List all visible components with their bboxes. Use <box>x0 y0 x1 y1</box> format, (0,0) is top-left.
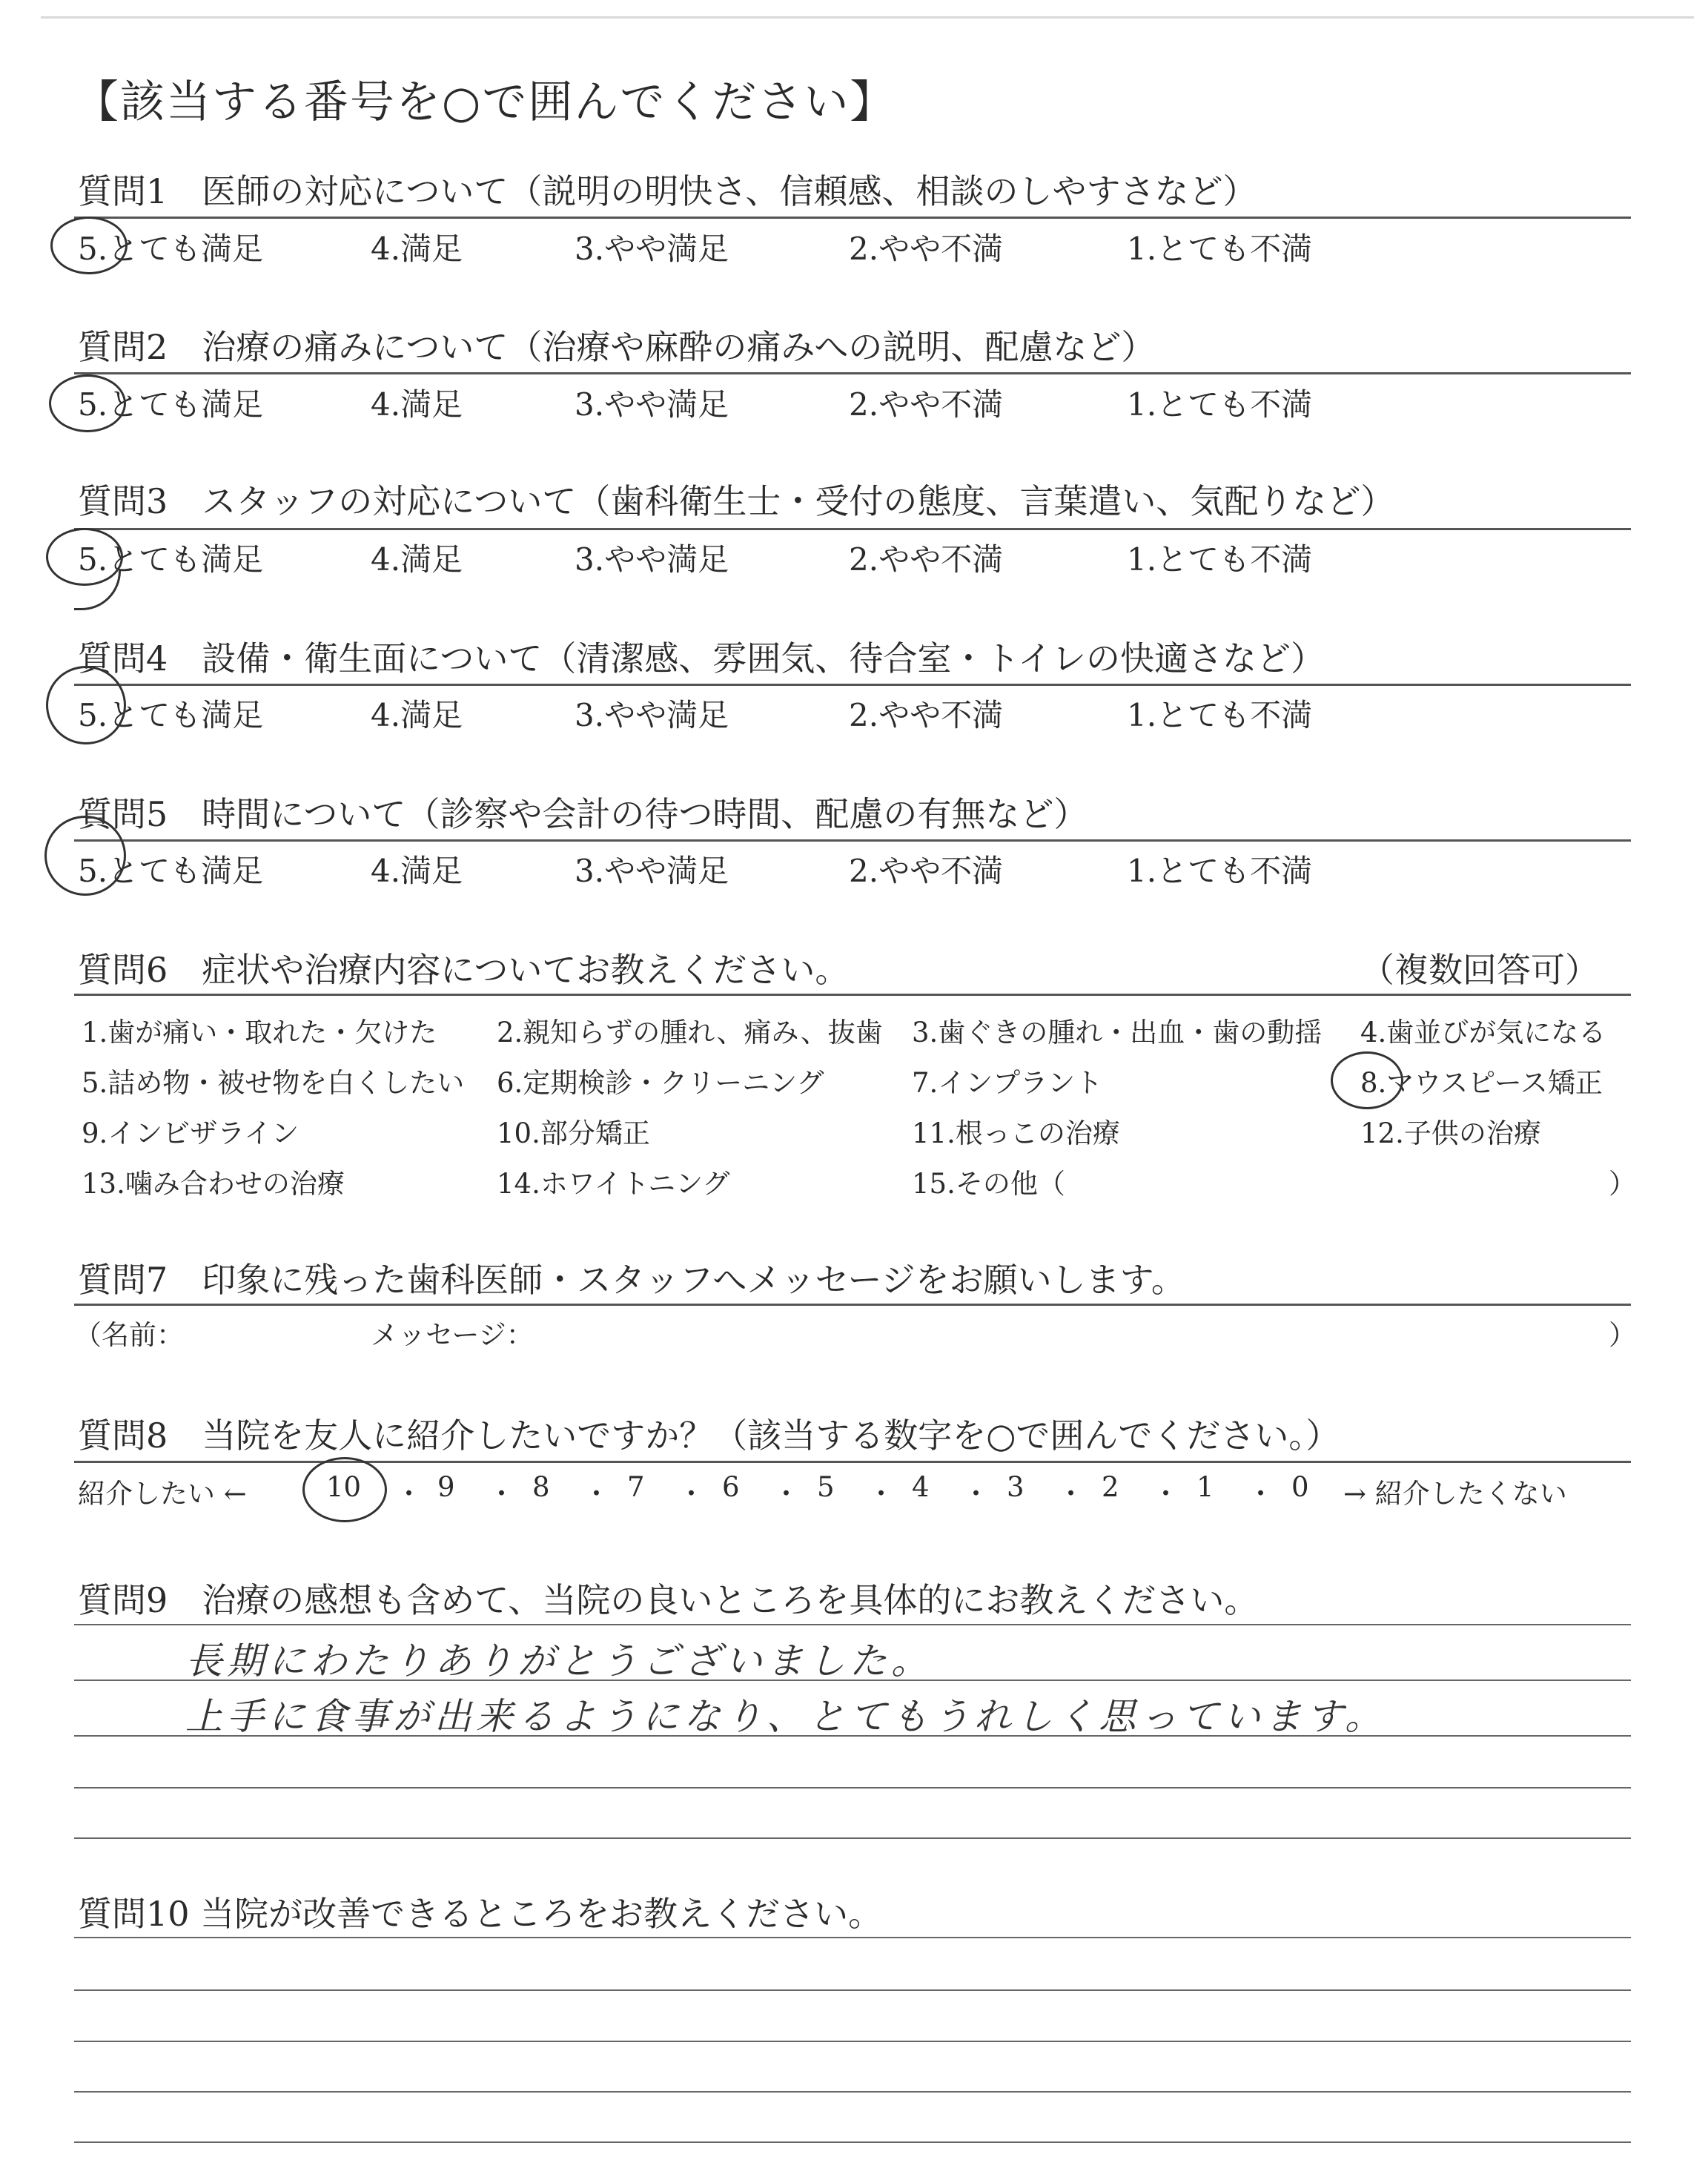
form-heading: 【該当する番号を○で囲んでください】 <box>74 76 896 128</box>
q9-line-1 <box>74 1624 1631 1625</box>
q8-score-6[interactable]: 6 <box>722 1471 740 1503</box>
q6-item-5[interactable]: 5.詰め物・被せ物を白くしたい <box>82 1067 465 1099</box>
q8-score-5[interactable]: 5 <box>817 1471 835 1503</box>
q6-item-14[interactable]: 14.ホワイトニング <box>497 1168 730 1200</box>
q6-note: （複数回答可） <box>1360 950 1599 990</box>
q3-option-4[interactable]: 4.満足 <box>371 541 463 578</box>
q2-option-4[interactable]: 4.満足 <box>371 386 463 423</box>
q4-option-4[interactable]: 4.満足 <box>371 697 463 733</box>
q4-selection-circle <box>46 666 126 744</box>
q8-left-label: 紹介したい ← <box>78 1478 247 1510</box>
q9-handwritten-line-2: 上手に食事が出来るようになり、とてもうれしく思っています。 <box>185 1695 1386 1738</box>
q6-item-1[interactable]: 1.歯が痛い・取れた・欠けた <box>82 1017 437 1048</box>
q6-selection-circle <box>1331 1051 1403 1109</box>
q6-item-9[interactable]: 9.インビザライン <box>82 1117 299 1149</box>
q3-option-1[interactable]: 1.とても不満 <box>1127 541 1313 578</box>
q8-dot: ・ <box>395 1478 423 1510</box>
scan-edge <box>41 16 1694 19</box>
q3-option-2[interactable]: 2.やや不満 <box>849 541 1004 578</box>
q8-dot: ・ <box>1152 1478 1179 1510</box>
q6-item-6[interactable]: 6.定期検診・クリーニング <box>497 1067 824 1099</box>
q8-score-9[interactable]: 9 <box>437 1471 455 1503</box>
q5-option-3[interactable]: 3.やや満足 <box>575 853 729 889</box>
q5-option-1[interactable]: 1.とても不満 <box>1127 853 1313 889</box>
q3-option-3[interactable]: 3.やや満足 <box>575 541 729 578</box>
q7-message-label: メッセージ： <box>371 1319 534 1351</box>
q3-circle-stroke <box>74 571 121 610</box>
q5-selection-circle <box>44 816 126 896</box>
q4-title: 質問4 設備・衛生面について（清潔感、雰囲気、待合室・トイレの快適さなど） <box>78 638 1325 678</box>
q2-selection-circle <box>49 374 126 432</box>
q2-option-3[interactable]: 3.やや満足 <box>575 386 729 423</box>
q1-option-4[interactable]: 4.満足 <box>371 231 463 267</box>
q10-line-5 <box>74 2141 1631 2143</box>
q9-line-5 <box>74 1837 1631 1839</box>
q8-dot: ・ <box>867 1478 895 1510</box>
q8-dot: ・ <box>772 1478 800 1510</box>
q8-score-7[interactable]: 7 <box>627 1471 645 1503</box>
q2-rule <box>74 372 1631 374</box>
q4-rule <box>74 684 1631 686</box>
q2-option-1[interactable]: 1.とても不満 <box>1127 386 1313 423</box>
q8-title: 質問8 当院を友人に紹介したいですか？（該当する数字を○で囲んでください。） <box>78 1416 1340 1456</box>
q8-score-2[interactable]: 2 <box>1102 1471 1119 1503</box>
q6-item-11[interactable]: 11.根っこの治療 <box>912 1117 1120 1149</box>
q10-line-1 <box>74 1937 1631 1938</box>
q10-line-4 <box>74 2091 1631 2093</box>
q10-line-3 <box>74 2041 1631 2042</box>
q7-name-label: （名前： <box>74 1319 184 1351</box>
q5-option-2[interactable]: 2.やや不満 <box>849 853 1004 889</box>
q8-score-3[interactable]: 3 <box>1007 1471 1025 1503</box>
q4-option-1[interactable]: 1.とても不満 <box>1127 697 1313 733</box>
q2-option-2[interactable]: 2.やや不満 <box>849 386 1004 423</box>
q8-right-label: → 紹介したくない <box>1343 1478 1567 1510</box>
q8-score-10[interactable]: 10 <box>326 1471 362 1503</box>
q8-dot: ・ <box>583 1478 610 1510</box>
q7-rule <box>74 1304 1631 1306</box>
q5-rule <box>74 839 1631 842</box>
q1-selection-circle <box>50 217 128 274</box>
q8-rule <box>74 1461 1631 1463</box>
q8-score-1[interactable]: 1 <box>1196 1471 1214 1503</box>
q9-handwritten-line-1: 長期にわたりありがとうございました。 <box>185 1639 933 1682</box>
q1-rule <box>74 217 1631 219</box>
q3-title: 質問3 スタッフの対応について（歯科衛生士・受付の態度、言葉遣い、気配りなど） <box>78 481 1395 521</box>
q2-title: 質問2 治療の痛みについて（治療や麻酔の痛みへの説明、配慮など） <box>78 327 1156 367</box>
q7-title: 質問7 印象に残った歯科医師・スタッフへメッセージをお願いします。 <box>78 1260 1185 1300</box>
q6-item-13[interactable]: 13.噛み合わせの治療 <box>82 1168 345 1200</box>
q1-option-1[interactable]: 1.とても不満 <box>1127 231 1313 267</box>
q8-dot: ・ <box>1247 1478 1274 1510</box>
q6-item-15[interactable]: 15.その他（ <box>912 1168 1065 1200</box>
q4-option-5[interactable]: 5.とても満足 <box>78 697 264 733</box>
q8-dot: ・ <box>488 1478 515 1510</box>
q6-item-8[interactable]: 8.マウスピース矯正 <box>1360 1067 1603 1099</box>
q6-rule <box>74 994 1631 996</box>
q8-score-4[interactable]: 4 <box>912 1471 930 1503</box>
q10-line-2 <box>74 1989 1631 1991</box>
q8-dot: ・ <box>962 1478 990 1510</box>
q6-item-15-close: ） <box>1609 1168 1636 1200</box>
q1-title: 質問1 医師の対応について（説明の明快さ、信頼感、相談のしやすさなど） <box>78 171 1257 211</box>
q4-option-2[interactable]: 2.やや不満 <box>849 697 1004 733</box>
q9-title: 質問9 治療の感想も含めて、当院の良いところを具体的にお教えください。 <box>78 1580 1259 1620</box>
q6-item-7[interactable]: 7.インプラント <box>912 1067 1103 1099</box>
q6-item-4[interactable]: 4.歯並びが気になる <box>1360 1017 1606 1048</box>
q8-dot: ・ <box>678 1478 705 1510</box>
q5-option-4[interactable]: 4.満足 <box>371 853 463 889</box>
q8-dot: ・ <box>1057 1478 1085 1510</box>
q6-item-2[interactable]: 2.親知らずの腫れ、痛み、抜歯 <box>497 1017 883 1048</box>
q4-option-3[interactable]: 3.やや満足 <box>575 697 729 733</box>
q8-score-8[interactable]: 8 <box>532 1471 550 1503</box>
q6-item-3[interactable]: 3.歯ぐきの腫れ・出血・歯の動揺 <box>912 1017 1323 1048</box>
q1-option-3[interactable]: 3.やや満足 <box>575 231 729 267</box>
q2-option-5[interactable]: 5.とても満足 <box>78 386 264 423</box>
q6-title: 質問6 症状や治療内容についてお教えください。 <box>78 950 850 990</box>
q8-selection-circle <box>302 1457 387 1522</box>
q3-rule <box>74 528 1631 530</box>
q1-option-5[interactable]: 5.とても満足 <box>78 231 264 267</box>
q7-close: ） <box>1609 1319 1636 1351</box>
q5-title: 質問5 時間について（診察や会計の待つ時間、配慮の有無など） <box>78 794 1088 834</box>
q1-option-2[interactable]: 2.やや不満 <box>849 231 1004 267</box>
q9-line-4 <box>74 1787 1631 1789</box>
q3-option-5[interactable]: 5.とても満足 <box>78 541 264 578</box>
q5-option-5[interactable]: 5.とても満足 <box>78 853 264 889</box>
q10-title: 質問10 当院が改善できるところをお教えください。 <box>78 1894 883 1934</box>
q8-score-0[interactable]: 0 <box>1291 1471 1309 1503</box>
q6-item-10[interactable]: 10.部分矯正 <box>497 1117 650 1149</box>
q6-item-12[interactable]: 12.子供の治療 <box>1360 1117 1541 1149</box>
